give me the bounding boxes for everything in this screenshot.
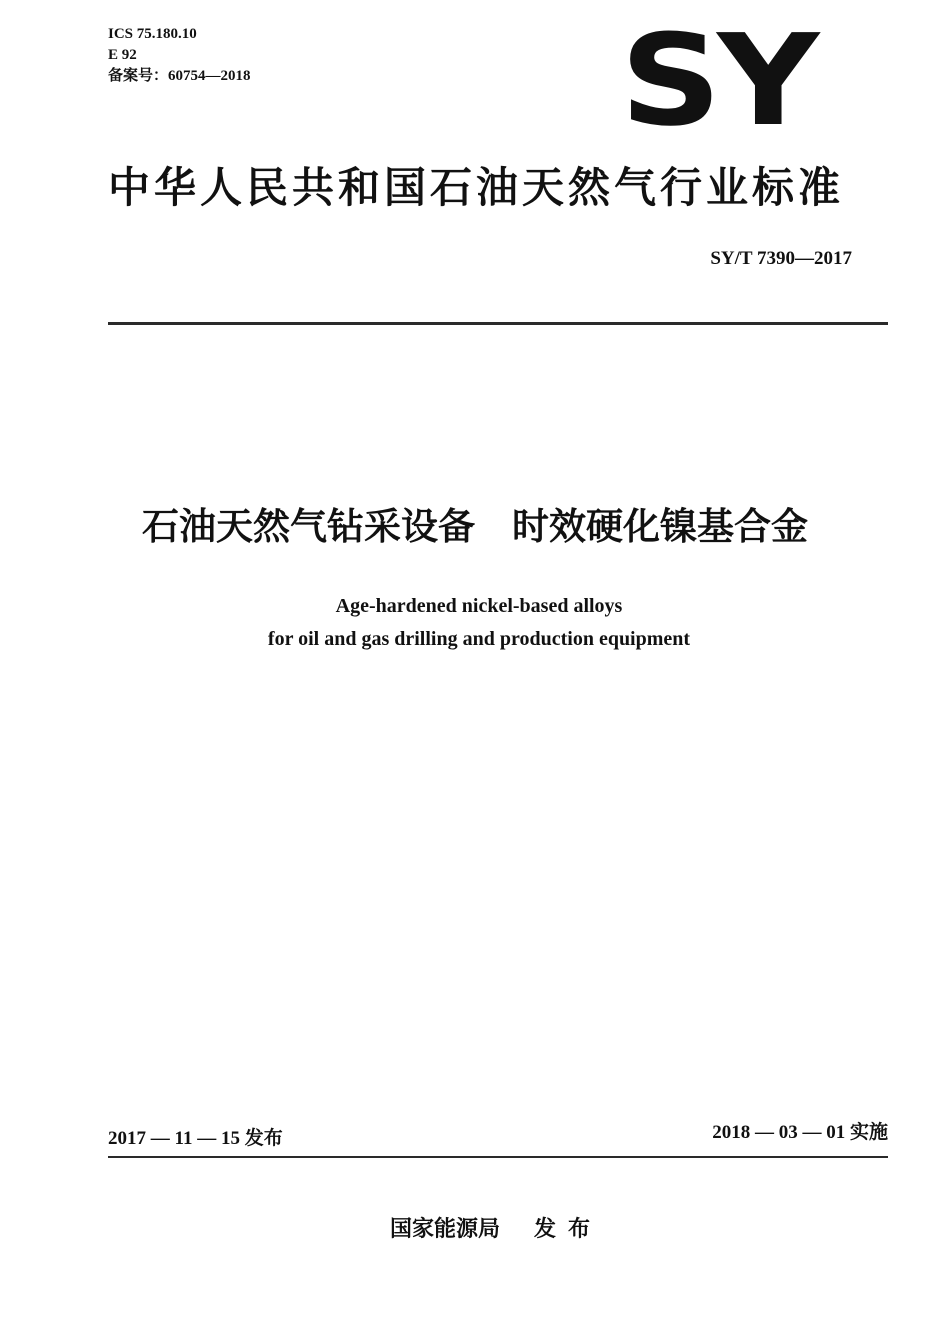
top-divider: [108, 322, 888, 325]
issuer-action: 发布: [534, 1217, 603, 1242]
issue-date: 2017 — 11 — 15 发布: [108, 1128, 283, 1149]
category-code: E 92: [108, 47, 137, 63]
english-title-line-2: for oil and gas drilling and production equipment: [267, 628, 691, 650]
english-title-line-1: Age-hardened nickel-based alloys: [335, 595, 623, 617]
record-number: 备案号：60754—2018: [108, 68, 251, 84]
issuer-name: 国家能源局: [390, 1217, 501, 1242]
ics-code: ICS 75.180.10: [108, 26, 197, 42]
issuer: [390, 1214, 602, 1246]
bottom-divider: [108, 1156, 888, 1158]
document-metadata: [108, 24, 251, 87]
document-title-english: [0, 590, 950, 656]
sy-logo: SY: [620, 7, 815, 154]
standard-title: 中华人民共和国石油天然气行业标准: [108, 163, 845, 212]
implementation-date: 2018 — 03 — 01 实施: [712, 1122, 888, 1143]
document-title-chinese: 石油天然气钻采设备 时效硬化镍基合金: [142, 505, 808, 548]
standard-number: SY/T 7390—2017: [710, 248, 852, 269]
